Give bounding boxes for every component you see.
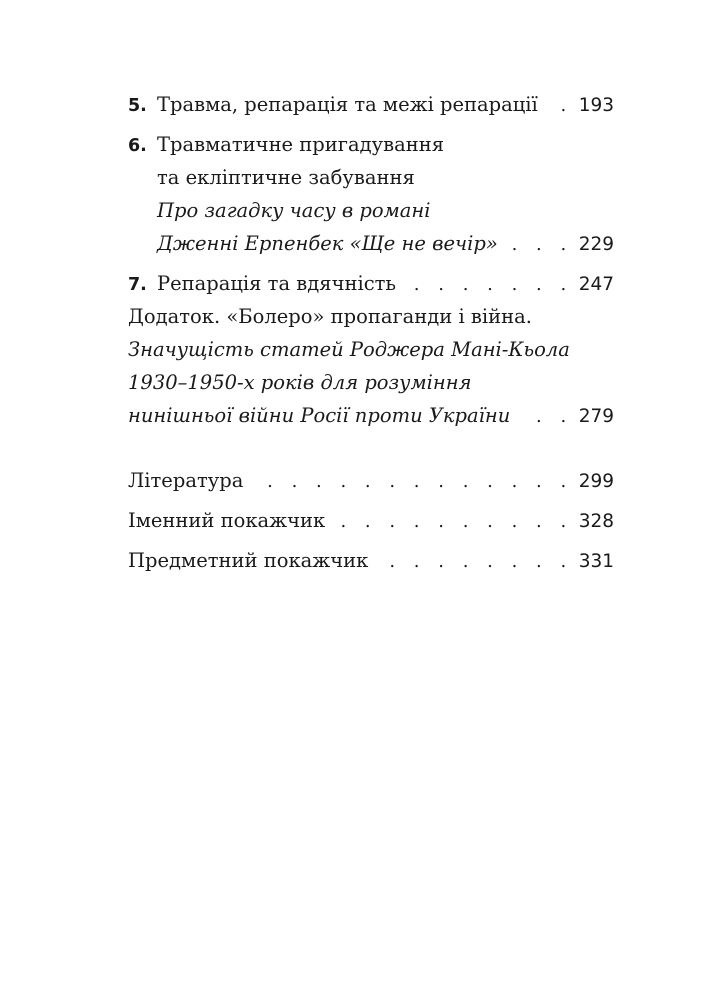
- toc-entry-references[interactable]: [128, 464, 614, 497]
- chapter-number: 6.: [128, 136, 147, 156]
- toc-entry-chapter-6[interactable]: [128, 128, 614, 161]
- chapter-title-line-1: Травматичне пригадування: [157, 133, 444, 156]
- references-title: Література: [128, 469, 244, 492]
- page-number: 229: [578, 234, 614, 255]
- page-number: 328: [578, 511, 614, 532]
- toc-entry-chapter-7[interactable]: [128, 267, 614, 300]
- chapter-number: 7.: [128, 275, 147, 295]
- toc-entry-chapter-6-line-4: [128, 227, 614, 260]
- toc-entry-subject-index[interactable]: [128, 544, 614, 577]
- page-number: 193: [578, 95, 614, 116]
- chapter-title: Травма, репарація та межі репарації: [157, 93, 538, 116]
- appendix-subtitle-line-1: Значущість статей Роджера Мані-Кьола: [128, 338, 570, 361]
- toc-entry-chapter-6-line-3: [128, 194, 614, 227]
- appendix-subtitle-line-2: 1930–1950-х років для розуміння: [128, 371, 472, 394]
- table-of-contents: [128, 88, 614, 577]
- dot-leader: [404, 268, 573, 301]
- dot-leader: [251, 465, 572, 498]
- page-number: 279: [578, 406, 614, 427]
- page-number: 247: [578, 274, 614, 295]
- subject-index-title: Предметний покажчик: [128, 549, 369, 572]
- appendix-title: Додаток. «Болеро» пропаганди і війна.: [128, 305, 532, 328]
- page-number: 299: [578, 471, 614, 492]
- toc-entry-appendix-line-4: [128, 399, 614, 432]
- toc-entry-name-index[interactable]: [128, 504, 614, 537]
- toc-entry-appendix-line-3: [128, 366, 614, 399]
- name-index-title: Іменний покажчик: [128, 509, 326, 532]
- chapter-title: Репарація та вдячність: [157, 272, 397, 295]
- dot-leader: [546, 89, 573, 122]
- dot-leader: [518, 400, 572, 433]
- page-number: 331: [578, 551, 614, 572]
- toc-entry-chapter-6-line-2: [128, 161, 614, 194]
- chapter-subtitle-line-2: Дженні Ерпенбек «Ще не вечір»: [157, 232, 498, 255]
- dot-leader: [376, 545, 572, 578]
- chapter-number: 5.: [128, 96, 147, 116]
- dot-leader: [506, 228, 573, 261]
- toc-entry-chapter-5[interactable]: [128, 88, 614, 121]
- chapter-subtitle-line-1: Про загадку часу в романі: [157, 199, 431, 222]
- appendix-subtitle-line-3: нинішньої війни Росії проти України: [128, 404, 511, 427]
- toc-entry-appendix-line-2: [128, 333, 614, 366]
- dot-leader: [333, 505, 573, 538]
- chapter-title-line-2: та екліптичне забування: [157, 166, 415, 189]
- toc-entry-appendix[interactable]: [128, 300, 614, 333]
